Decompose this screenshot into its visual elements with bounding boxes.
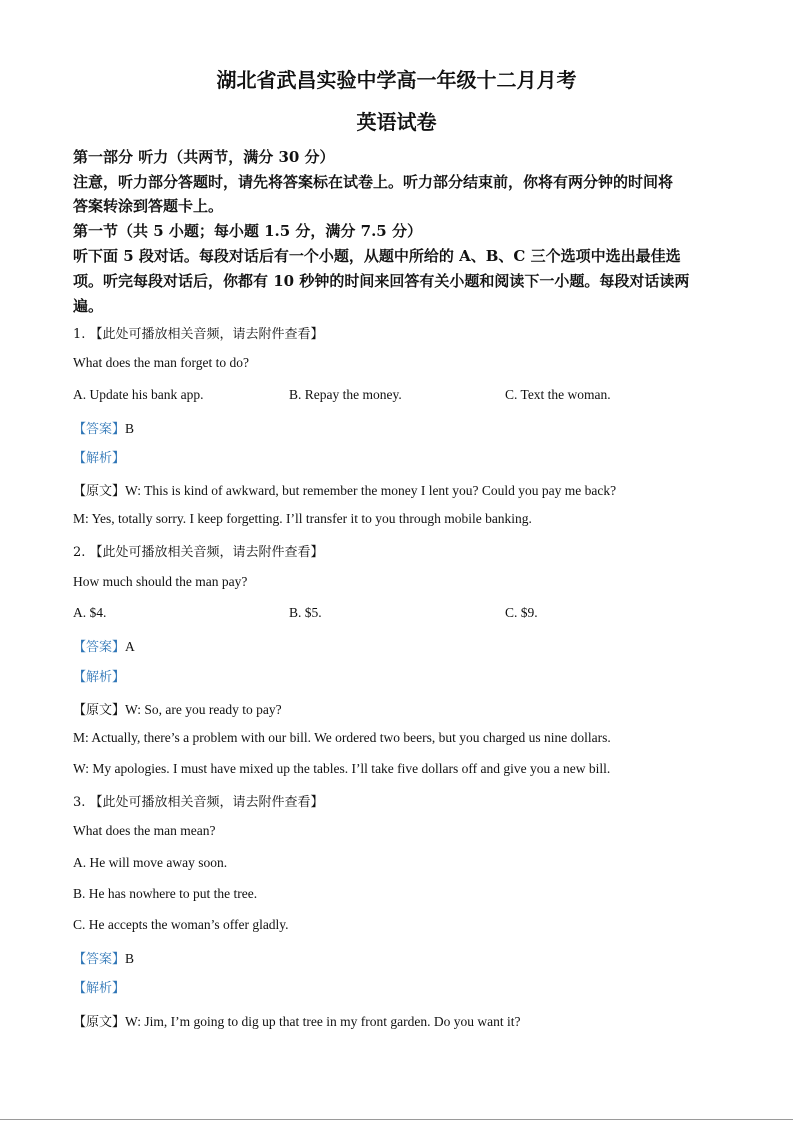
q1-transcript-2: M: Yes, totally sorry. I keep forgetting. I’ll transfer it to you through mobile banking. [73, 511, 532, 526]
q3-option-a: A. He will move away soon. [73, 855, 228, 870]
page-bottom-divider [0, 1119, 793, 1120]
q2-option-b: B. $5. [289, 605, 322, 620]
q3-answer [73, 948, 134, 967]
q3-option-c: C. He accepts the woman’s offer gladly. [73, 917, 289, 932]
q2-transcript-1 [73, 699, 282, 718]
original-label: 【原文】 [73, 703, 126, 718]
q1-analysis-label: 【解析】 [73, 451, 126, 466]
desc-line-1: 听下面 5 段对话。每段对话后有一个小题，从题中所给的 A、B、C 三个选项中选出最佳选 [73, 247, 681, 265]
document-subtitle: 英语试卷 [356, 110, 437, 134]
q2-transcript-3: W: My apologies. I must have mixed up the tables. I’ll take five dollars off and give you a new bill. [73, 761, 611, 776]
answer-label: 【答案】 [73, 422, 126, 437]
q1-transcript-1 [73, 480, 616, 499]
q3-analysis-label: 【解析】 [73, 981, 126, 996]
q1-option-a: A. Update his bank app. [73, 387, 204, 402]
q1-option-b: B. Repay the money. [289, 387, 402, 402]
q2-question: How much should the man pay? [73, 574, 248, 589]
answer-value: B [125, 421, 135, 436]
desc-line-2: 项。听完每段对话后，你都有 10 秒钟的时间来回答有关小题和阅读下一小题。每段对话读两 [73, 272, 690, 290]
q2-transcript-2: M: Actually, there’s a problem with our bill. We ordered two beers, but you charged us nine dollars. [73, 730, 611, 745]
note-line-1: 注意，听力部分答题时，请先将答案标在试卷上。听力部分结束前，你将有两分钟的时间将 [73, 173, 674, 191]
section-heading: 第一节（共 5 小题；每小题 1.5 分，满分 7.5 分） [73, 222, 422, 240]
transcript-text: W: So, are you ready to pay? [125, 702, 282, 717]
q1-option-c: C. Text the woman. [505, 387, 611, 402]
q2-answer [73, 636, 135, 655]
q3-question: What does the man mean? [73, 823, 216, 838]
answer-label: 【答案】 [73, 952, 126, 967]
transcript-text: W: Jim, I’m going to dig up that tree in my front garden. Do you want it? [125, 1014, 521, 1029]
q1-question: What does the man forget to do? [73, 355, 249, 370]
document-title: 湖北省武昌实验中学高一年级十二月月考 [216, 68, 577, 92]
q2-analysis-label: 【解析】 [73, 670, 126, 685]
transcript-text: W: This is kind of awkward, but remember the money I lent you? Could you pay me back? [125, 483, 617, 498]
answer-label: 【答案】 [73, 640, 126, 655]
original-label: 【原文】 [73, 484, 126, 499]
desc-line-3: 遍。 [73, 297, 104, 315]
q3-option-b: B. He has nowhere to put the tree. [73, 886, 258, 901]
original-label: 【原文】 [73, 1015, 126, 1030]
note-line-2: 答案转涂到答题卡上。 [73, 197, 224, 215]
q1-audio-link[interactable]: 1. 【此处可播放相关音频，请去附件查看】 [73, 327, 324, 342]
q3-audio-link[interactable]: 3. 【此处可播放相关音频，请去附件查看】 [73, 795, 324, 810]
q2-option-a: A. $4. [73, 605, 107, 620]
part-heading: 第一部分 听力（共两节，满分 30 分） [73, 148, 335, 166]
q1-answer [73, 418, 134, 437]
q2-audio-link[interactable]: 2. 【此处可播放相关音频，请去附件查看】 [73, 545, 324, 560]
answer-value: A [125, 639, 135, 654]
q3-transcript-1 [73, 1011, 520, 1030]
q2-option-c: C. $9. [505, 605, 538, 620]
answer-value: B [125, 951, 135, 966]
